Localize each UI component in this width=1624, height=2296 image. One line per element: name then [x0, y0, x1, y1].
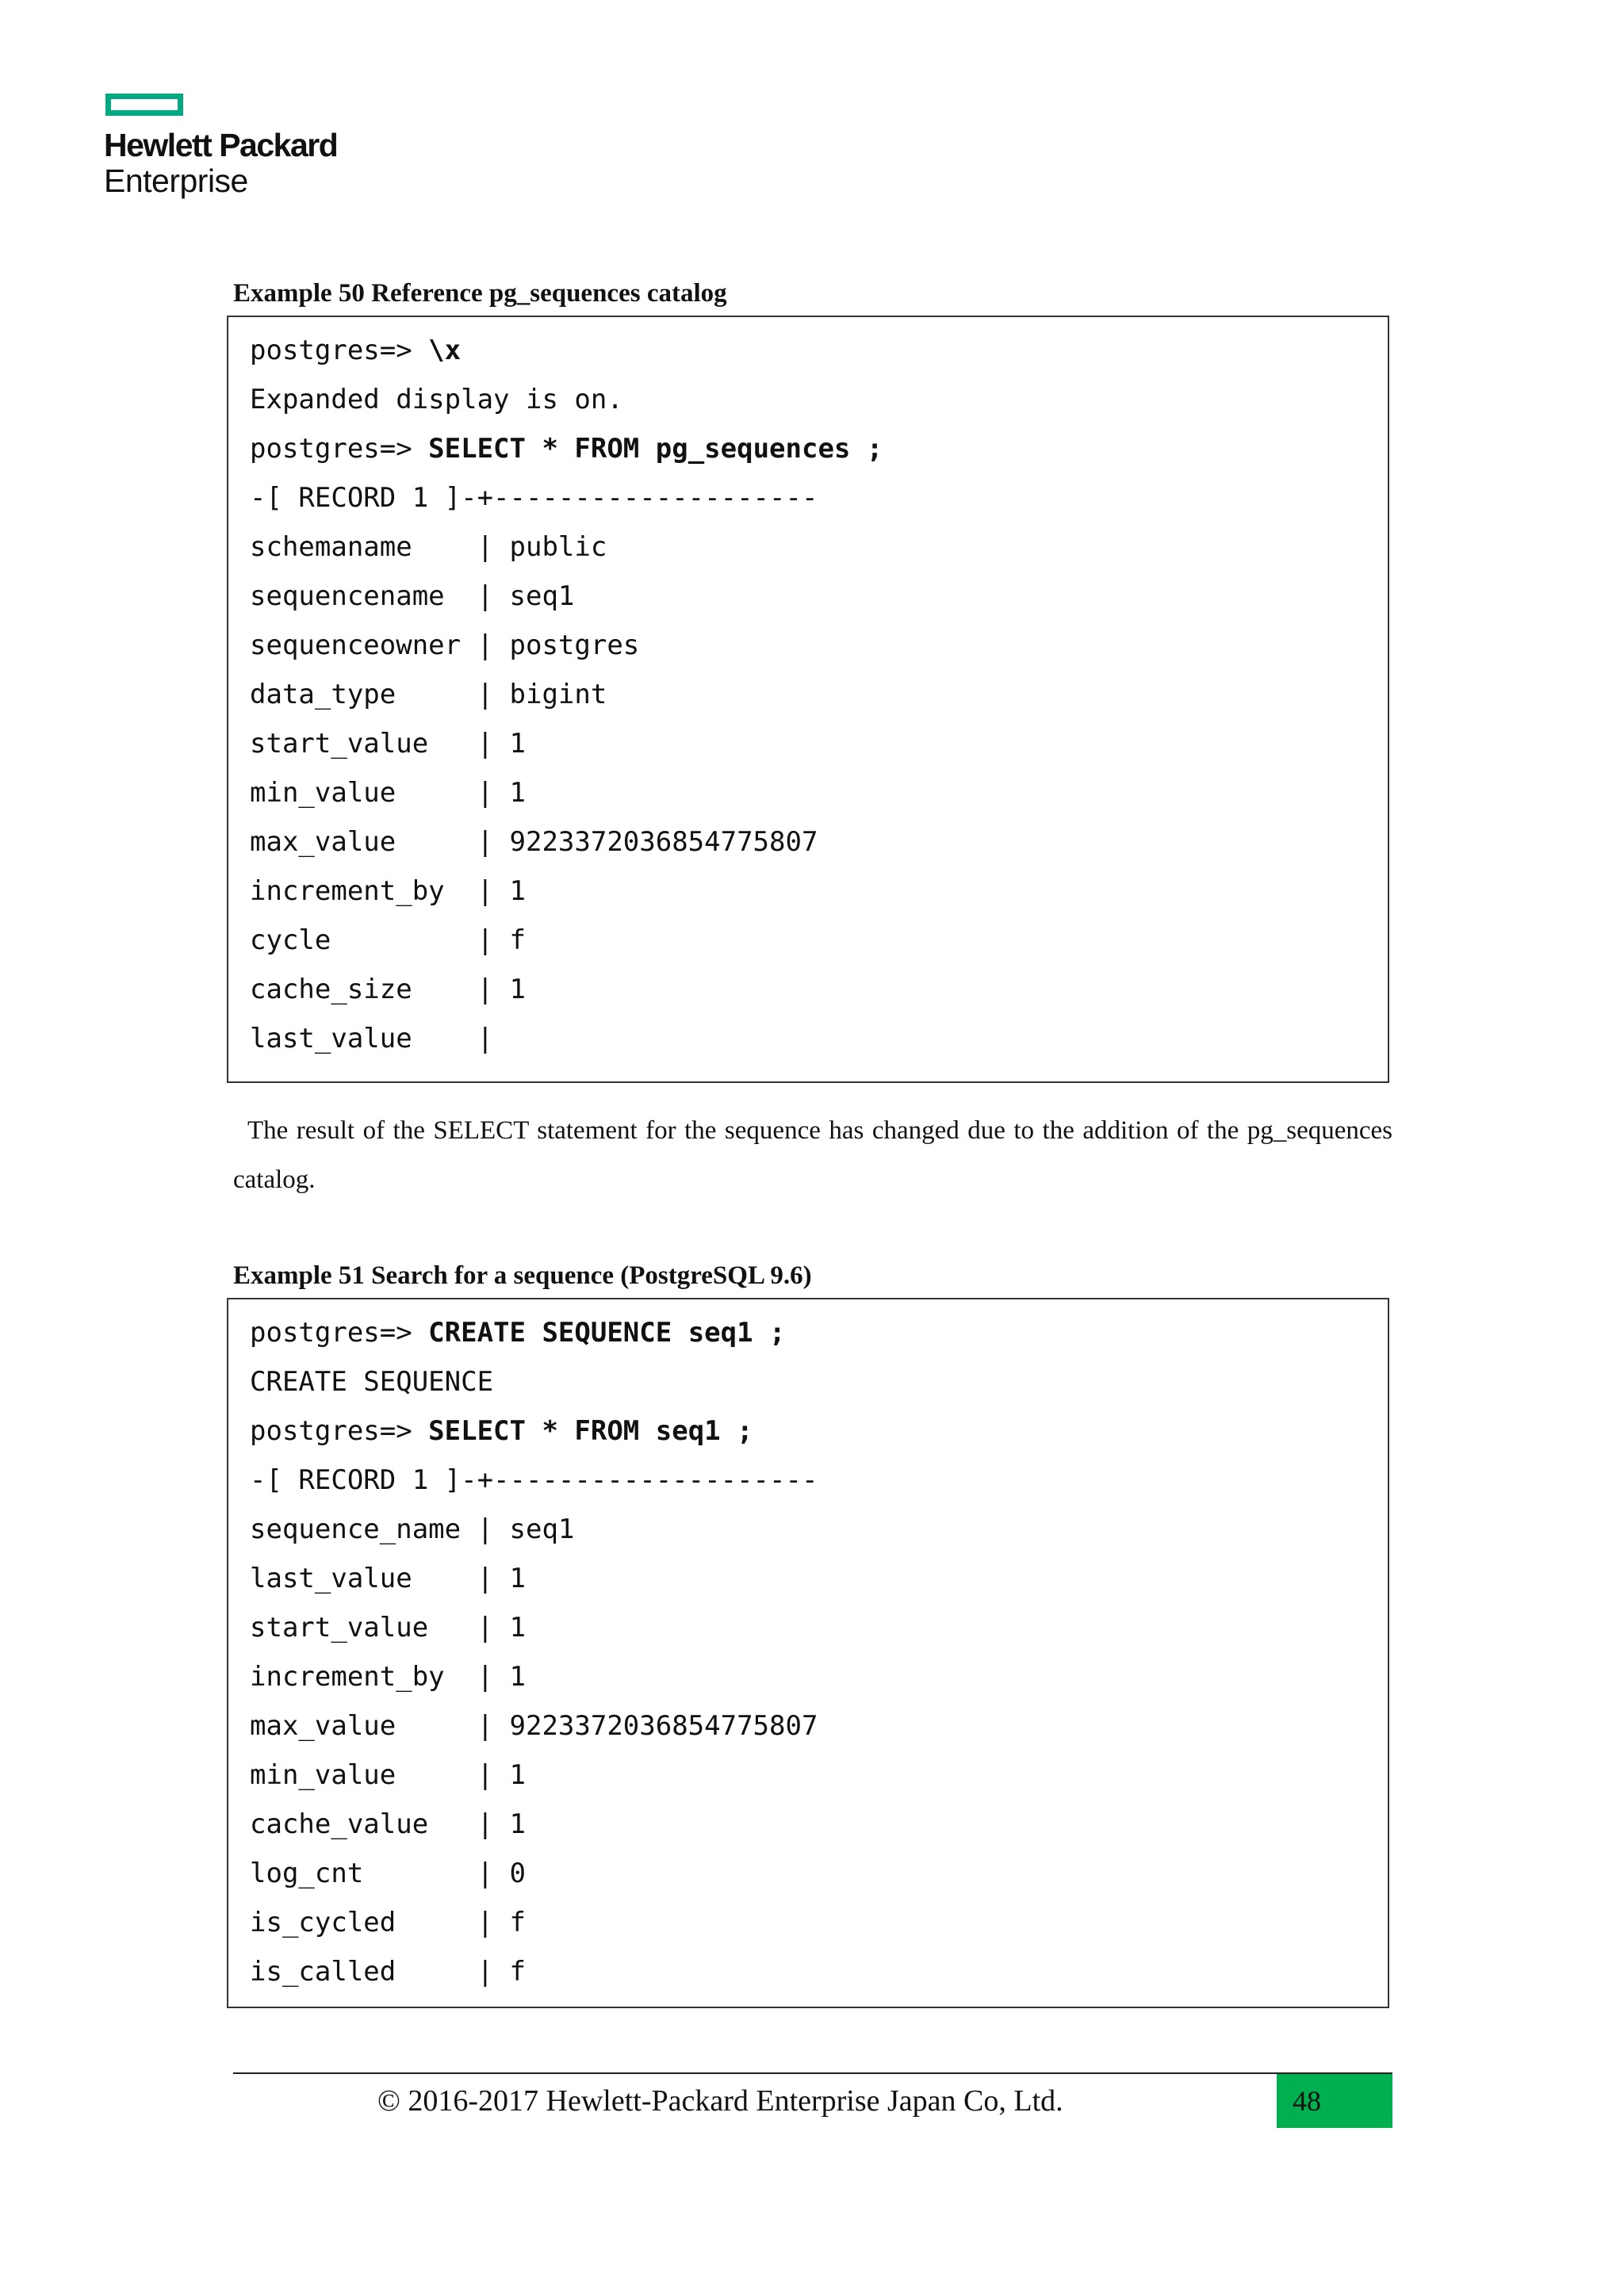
code-line: Expanded display is on.	[250, 384, 623, 415]
hpe-logo-bar	[105, 94, 183, 116]
code-line	[250, 1406, 1388, 1456]
code-line: sequence_name | seq1	[250, 1513, 575, 1545]
footer-divider	[233, 2072, 1392, 2074]
code-line: min_value | 1	[250, 1759, 526, 1791]
code-line: increment_by | 1	[250, 1661, 526, 1693]
body-paragraph: The result of the SELECT statement for the sequence has changed due to the addition of the pg_sequences catalog.	[233, 1116, 1392, 1194]
code-line: start_value | 1	[250, 1612, 526, 1644]
code-line: -[ RECORD 1 ]-+--------------------	[250, 482, 818, 514]
code-line: log_cnt | 0	[250, 1858, 526, 1889]
code-prompt: postgres=>	[250, 433, 429, 465]
code-command: CREATE SEQUENCE seq1 ;	[428, 1317, 786, 1349]
code-prompt: postgres=>	[250, 335, 429, 366]
code-line	[250, 1308, 1388, 1357]
example-50-code-block	[227, 316, 1389, 1083]
page-number-badge: 48	[1277, 2074, 1392, 2128]
code-line: sequenceowner | postgres	[250, 629, 640, 661]
code-line: is_called | f	[250, 1956, 526, 1988]
logo-text-line1: Hewlett Packard	[104, 127, 338, 163]
footer-copyright: © 2016-2017 Hewlett-Packard Enterprise Japan Co, Ltd.	[377, 2084, 1063, 2118]
code-line: sequencename | seq1	[250, 580, 575, 612]
code-line: start_value | 1	[250, 728, 526, 760]
code-line: CREATE SEQUENCE	[250, 1366, 494, 1398]
code-line: last_value |	[250, 1023, 494, 1054]
code-line: data_type | bigint	[250, 679, 607, 710]
code-line: -[ RECORD 1 ]-+--------------------	[250, 1464, 818, 1496]
code-line: max_value | 9223372036854775807	[250, 1710, 818, 1742]
example-51-caption: Example 51 Search for a sequence (PostgreSQL 9.6)	[233, 1261, 812, 1290]
code-line: last_value | 1	[250, 1563, 526, 1594]
example-51-code-block	[227, 1298, 1389, 2008]
code-line: cycle | f	[250, 924, 526, 956]
code-command: SELECT * FROM pg_sequences ;	[428, 433, 883, 465]
code-line: is_cycled | f	[250, 1907, 526, 1938]
code-line: increment_by | 1	[250, 875, 526, 907]
code-command: \x	[428, 335, 462, 366]
example-50-caption: Example 50 Reference pg_sequences catalog	[233, 279, 727, 308]
code-line: cache_value | 1	[250, 1808, 526, 1840]
code-line	[250, 326, 1388, 375]
code-line: cache_size | 1	[250, 974, 526, 1005]
code-prompt: postgres=>	[250, 1317, 429, 1349]
code-line	[250, 424, 1388, 473]
code-line: schemaname | public	[250, 531, 607, 563]
code-command: SELECT * FROM seq1 ;	[428, 1415, 753, 1447]
code-line: max_value | 9223372036854775807	[250, 826, 818, 858]
code-prompt: postgres=>	[250, 1415, 429, 1447]
logo-text-line2: Enterprise	[104, 163, 248, 199]
code-line: min_value | 1	[250, 777, 526, 809]
